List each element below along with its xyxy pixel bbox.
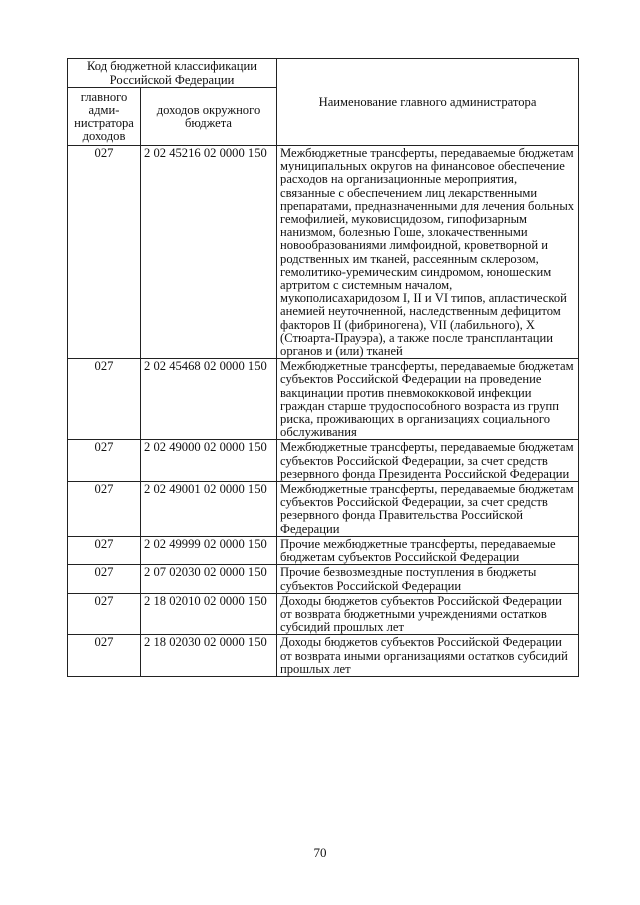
admin-name-cell: Доходы бюджетов субъектов Российской Федерации от возврата бюджетными учреждениями остатков субсидий прошлых лет [277, 593, 579, 635]
admin-code-header: главного адми-нистратора доходов [68, 88, 141, 146]
admin-name-cell: Прочие безвозмездные поступления в бюджеты субъектов Российской Федерации [277, 565, 579, 593]
table-row [68, 440, 579, 482]
page-number: 70 [313, 845, 327, 860]
admin-name-cell: Межбюджетные трансферты, передаваемые бюджетам субъектов Российской Федерации, за счет средств резервного фонда Президента Российской Федерации [277, 440, 579, 482]
table-row [68, 593, 579, 635]
table-header-row [68, 59, 579, 88]
income-code-cell: 2 02 45468 02 0000 150 [141, 359, 277, 440]
income-code-cell: 2 07 02030 02 0000 150 [141, 565, 277, 593]
table-row [68, 146, 579, 359]
table-body [68, 146, 579, 677]
admin-code-cell: 027 [68, 359, 141, 440]
budget-classification-table [67, 58, 579, 677]
admin-code-cell: 027 [68, 482, 141, 537]
income-code-cell: 2 02 49999 02 0000 150 [141, 536, 277, 564]
income-code-cell: 2 02 45216 02 0000 150 [141, 146, 277, 359]
admin-code-cell: 027 [68, 146, 141, 359]
admin-code-cell: 027 [68, 593, 141, 635]
admin-code-cell: 027 [68, 440, 141, 482]
table-row [68, 359, 579, 440]
admin-code-cell: 027 [68, 536, 141, 564]
table-row [68, 536, 579, 564]
admin-name-cell: Межбюджетные трансферты, передаваемые бюджетам муниципальных округов на финансовое обеспечение расходов на организационные мероприятия, связанные с обеспечением лиц лекарственными препаратами, предназначенными для лечения больных гемофилией, муковисцидозом, гипофизарным нанизмом, болезнью Гоше, злокачественными новообразованиями лимфоидной, кроветворной и родственных им тканей, рассеянным склерозом, гемолитико-уремическим синдромом, юношеским артритом с системным началом, мукополисахаридозом I, II и VI типов, апластической анемией неуточненной, наследственным дефицитом факторов II (фибриногена), VII (лабильного), X (Стюарта-Прауэра), а также после трансплантации органов и (или) тканей [277, 146, 579, 359]
table-row [68, 565, 579, 593]
income-code-cell: 2 18 02010 02 0000 150 [141, 593, 277, 635]
income-code-header: доходов окружного бюджета [141, 88, 277, 146]
admin-code-cell: 027 [68, 635, 141, 677]
budget-classification-code-header: Код бюджетной классификации Российской Федерации [68, 59, 277, 88]
table-row [68, 635, 579, 677]
income-code-cell: 2 02 49000 02 0000 150 [141, 440, 277, 482]
admin-name-cell: Прочие межбюджетные трансферты, передаваемые бюджетам субъектов Российской Федерации [277, 536, 579, 564]
admin-name-header: Наименование главного администратора [277, 59, 579, 146]
admin-name-cell: Межбюджетные трансферты, передаваемые бюджетам субъектов Российской Федерации на проведение вакцинации против пневмококковой инфекции граждан старше трудоспособного возраста из групп риска, проживающих в организациях социального обслуживания [277, 359, 579, 440]
table-row [68, 482, 579, 537]
income-code-cell: 2 18 02030 02 0000 150 [141, 635, 277, 677]
admin-name-cell: Доходы бюджетов субъектов Российской Федерации от возврата иными организациями остатков субсидий прошлых лет [277, 635, 579, 677]
income-code-cell: 2 02 49001 02 0000 150 [141, 482, 277, 537]
admin-code-cell: 027 [68, 565, 141, 593]
admin-name-cell: Межбюджетные трансферты, передаваемые бюджетам субъектов Российской Федерации, за счет средств резервного фонда Правительства Российской Федерации [277, 482, 579, 537]
